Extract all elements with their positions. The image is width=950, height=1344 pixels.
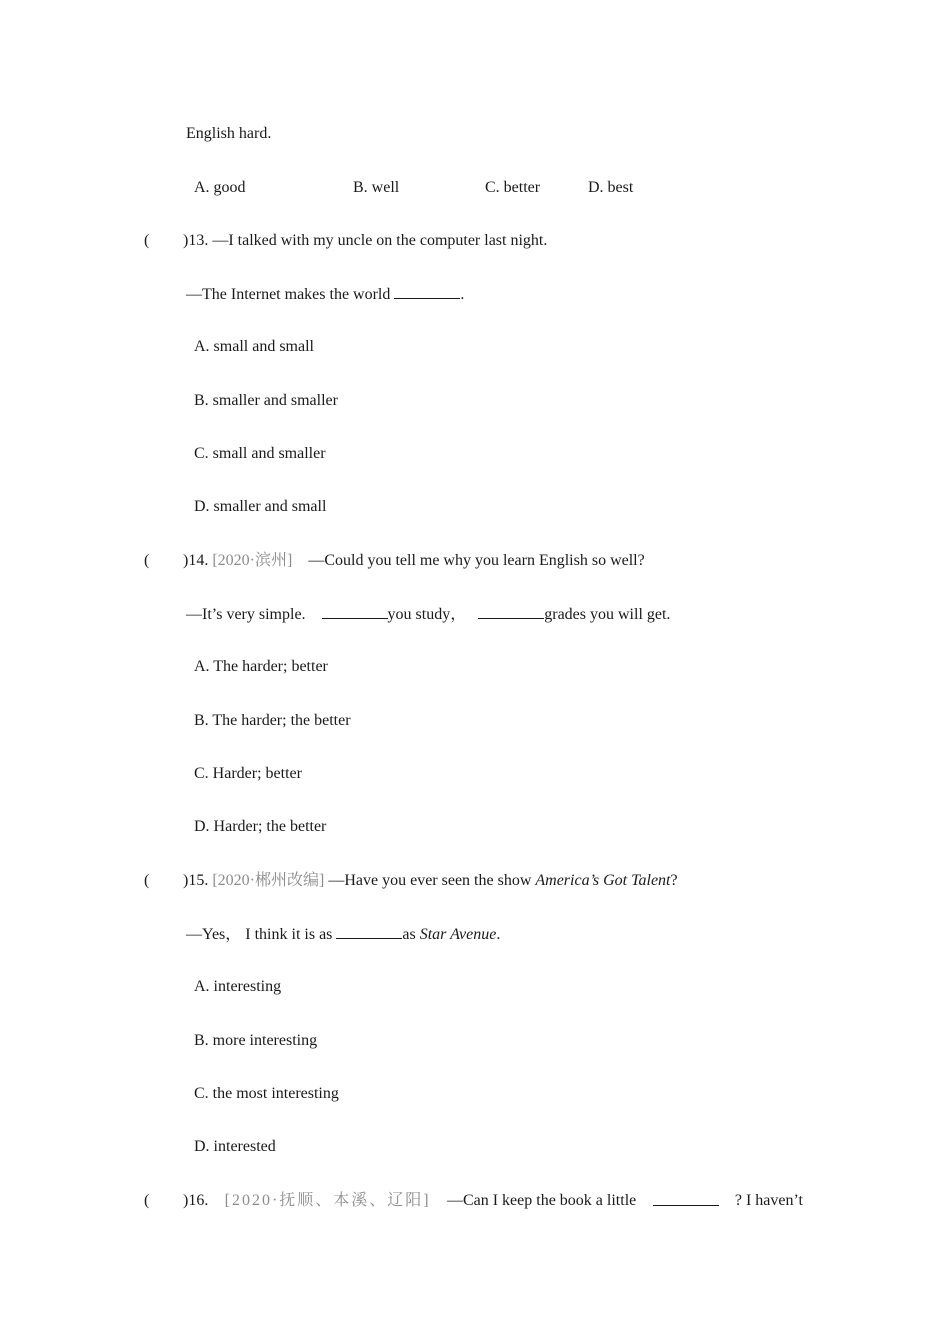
q14-answer-paren[interactable]: ( <box>144 552 150 569</box>
q15-option-d[interactable]: D. interested <box>194 1138 276 1155</box>
q14-reply-a: —It’s very simple. <box>186 606 306 623</box>
q14-blank-2[interactable] <box>478 604 544 619</box>
q12-option-a[interactable]: A. good <box>194 179 246 196</box>
q14-option-b[interactable]: B. The harder; the better <box>194 712 351 729</box>
q16-stem-end: ? I haven’t <box>734 1192 803 1209</box>
q14-reply-c: grades you will get. <box>544 606 671 623</box>
q14-source: [2020·滨州] <box>212 552 293 569</box>
q14-number: )14. <box>183 552 209 569</box>
q15-reply-title: Star Avenue <box>419 926 497 943</box>
q15-reply-text: —Yes， I think it is as <box>186 926 337 943</box>
q13-number: )13. <box>183 232 209 249</box>
q16-number: )16. <box>183 1192 209 1209</box>
q15-stem-text: —Have you ever seen the show <box>328 872 536 889</box>
q15-reply-mid: as <box>402 926 420 943</box>
q13-option-d[interactable]: D. smaller and small <box>194 498 327 515</box>
q13-answer-paren[interactable]: ( <box>144 232 150 249</box>
q16-stem-text: —Can I keep the book a little <box>446 1192 637 1209</box>
q14-reply-b: you study， <box>387 606 467 623</box>
q15-source: [2020·郴州改编] <box>212 872 325 889</box>
q15-reply <box>186 924 500 945</box>
q16-stem <box>183 1191 803 1211</box>
q15-reply-end: . <box>496 926 501 943</box>
q12-stem-tail: English hard. <box>186 125 272 142</box>
q15-option-b[interactable]: B. more interesting <box>194 1032 318 1049</box>
q13-stem <box>183 231 547 251</box>
q15-show-title: America’s Got Talent <box>535 872 671 889</box>
q15-answer-paren[interactable]: ( <box>144 872 150 889</box>
q13-reply-end: . <box>460 286 465 303</box>
q14-option-d[interactable]: D. Harder; the better <box>194 818 327 835</box>
q14-stem-text: —Could you tell me why you learn English so well? <box>308 552 645 569</box>
q15-blank[interactable] <box>336 924 402 939</box>
q16-blank[interactable] <box>653 1191 719 1206</box>
q14-option-c[interactable]: C. Harder; better <box>194 765 302 782</box>
q13-option-a[interactable]: A. small and small <box>194 338 314 355</box>
q12-option-c[interactable]: C. better <box>485 179 541 196</box>
q16-answer-paren[interactable]: ( <box>144 1192 150 1209</box>
q14-blank-1[interactable] <box>322 604 388 619</box>
q13-option-c[interactable]: C. small and smaller <box>194 445 326 462</box>
q15-stem <box>183 871 678 891</box>
q15-stem-end: ? <box>670 872 678 889</box>
q14-reply <box>186 604 670 625</box>
q15-option-a[interactable]: A. interesting <box>194 978 282 995</box>
q15-option-c[interactable]: C. the most interesting <box>194 1085 339 1102</box>
q13-reply-text: —The Internet makes the world <box>186 286 395 303</box>
q13-blank[interactable] <box>394 284 460 299</box>
q12-option-d[interactable]: D. best <box>588 179 634 196</box>
q13-stem-text: —I talked with my uncle on the computer last night. <box>212 232 548 249</box>
q12-option-b[interactable]: B. well <box>353 179 400 196</box>
q13-option-b[interactable]: B. smaller and smaller <box>194 392 338 409</box>
q14-stem <box>183 551 645 571</box>
q13-reply <box>186 284 464 305</box>
q14-option-a[interactable]: A. The harder; better <box>194 658 328 675</box>
q16-source: [2020·抚顺、本溪、辽阳] <box>224 1192 431 1209</box>
q15-number: )15. <box>183 872 209 889</box>
